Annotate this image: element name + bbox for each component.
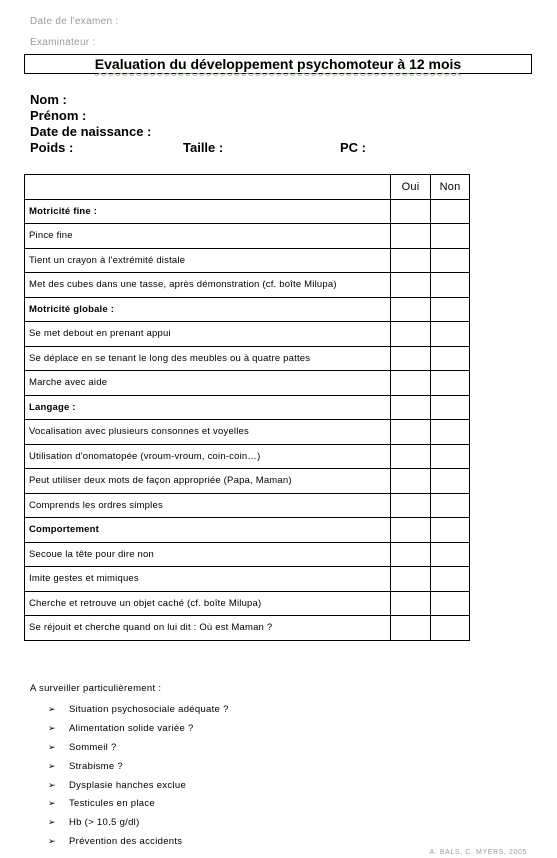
oui-cell[interactable]: [391, 322, 431, 347]
list-item: [48, 776, 229, 795]
table-row: [25, 591, 470, 616]
table-row: [25, 371, 470, 396]
non-cell[interactable]: [431, 493, 470, 518]
list-item: [48, 700, 229, 719]
non-cell[interactable]: [431, 248, 470, 273]
table-row: [25, 444, 470, 469]
criterion-label: Secoue la tête pour dire non: [25, 542, 391, 567]
criterion-label: Cherche et retrouve un objet caché (cf. boîte Milupa): [25, 591, 391, 616]
arrow-bullet-icon: ➢: [48, 779, 56, 790]
list-item-text: Alimentation solide variée ?: [69, 722, 194, 734]
taille-label: Taille :: [183, 140, 224, 155]
arrow-bullet-icon: ➢: [48, 798, 56, 809]
list-item: [48, 719, 229, 738]
oui-cell[interactable]: [391, 248, 431, 273]
non-cell[interactable]: [431, 444, 470, 469]
oui-cell[interactable]: [391, 273, 431, 298]
criterion-label: Tient un crayon à l'extrémité distale: [25, 248, 391, 273]
non-cell[interactable]: [431, 469, 470, 494]
non-cell[interactable]: [431, 224, 470, 249]
criterion-label: Se met debout en prenant appui: [25, 322, 391, 347]
footer-credit: A. BALS, C. MYERS, 2005: [429, 849, 527, 856]
non-cell[interactable]: [431, 322, 470, 347]
criterion-label: Utilisation d'onomatopée (vroum-vroum, coin-coin…): [25, 444, 391, 469]
list-item-text: Situation psychosociale adéquate ?: [69, 703, 229, 715]
oui-cell[interactable]: [391, 444, 431, 469]
arrow-bullet-icon: ➢: [48, 760, 56, 771]
oui-cell[interactable]: [391, 567, 431, 592]
non-cell[interactable]: [431, 542, 470, 567]
header-criterion: [25, 175, 391, 200]
evaluation-table: [24, 174, 470, 641]
oui-cell[interactable]: [391, 542, 431, 567]
oui-cell[interactable]: [391, 591, 431, 616]
section-label: Comportement: [25, 518, 391, 543]
oui-cell[interactable]: [391, 199, 431, 224]
section-label: Motricité fine :: [25, 199, 391, 224]
header-oui: Oui: [391, 175, 431, 200]
page-title: Evaluation du développement psychomoteur à 12 mois: [94, 56, 462, 72]
oui-cell[interactable]: [391, 224, 431, 249]
criterion-label: Peut utiliser deux mots de façon appropriée (Papa, Maman): [25, 469, 391, 494]
table-header-row: [25, 175, 470, 200]
oui-cell[interactable]: [391, 395, 431, 420]
non-cell[interactable]: [431, 199, 470, 224]
non-cell[interactable]: [431, 518, 470, 543]
arrow-bullet-icon: ➢: [48, 703, 56, 714]
section-label: Langage :: [25, 395, 391, 420]
non-cell[interactable]: [431, 273, 470, 298]
list-item: [48, 832, 229, 851]
oui-cell[interactable]: [391, 346, 431, 371]
arrow-bullet-icon: ➢: [48, 741, 56, 752]
criterion-label: Comprends les ordres simples: [25, 493, 391, 518]
prenom-label: Prénom :: [30, 108, 87, 123]
non-cell[interactable]: [431, 371, 470, 396]
pc-label: PC :: [340, 140, 366, 155]
list-item-text: Prévention des accidents: [69, 836, 183, 848]
oui-cell[interactable]: [391, 469, 431, 494]
exam-date-label: Date de l'examen :: [30, 16, 119, 27]
table-row: [25, 224, 470, 249]
criterion-label: Met des cubes dans une tasse, après démonstration (cf. boîte Milupa): [25, 273, 391, 298]
non-cell[interactable]: [431, 346, 470, 371]
list-item-text: Strabisme ?: [69, 760, 123, 772]
section-row: [25, 518, 470, 543]
list-item-text: Dysplasie hanches exclue: [69, 779, 187, 791]
table-row: [25, 420, 470, 445]
non-cell[interactable]: [431, 420, 470, 445]
section-row: [25, 297, 470, 322]
section-label: Motricité globale :: [25, 297, 391, 322]
oui-cell[interactable]: [391, 297, 431, 322]
oui-cell[interactable]: [391, 493, 431, 518]
table-row: [25, 273, 470, 298]
table-row: [25, 248, 470, 273]
criterion-label: Imite gestes et mimiques: [25, 567, 391, 592]
table-row: [25, 616, 470, 641]
criterion-label: Marche avec aide: [25, 371, 391, 396]
list-item: [48, 813, 229, 832]
table-row: [25, 346, 470, 371]
criterion-label: Se réjouit et cherche quand on lui dit : Où est Maman ?: [25, 616, 391, 641]
table-row: [25, 322, 470, 347]
non-cell[interactable]: [431, 297, 470, 322]
non-cell[interactable]: [431, 591, 470, 616]
title-box: [24, 54, 532, 74]
non-cell[interactable]: [431, 567, 470, 592]
list-item-text: Hb (> 10.5 g/dl): [69, 817, 140, 829]
criterion-label: Vocalisation avec plusieurs consonnes et voyelles: [25, 420, 391, 445]
list-item: [48, 794, 229, 813]
arrow-bullet-icon: ➢: [48, 722, 56, 733]
oui-cell[interactable]: [391, 518, 431, 543]
examiner-label: Examinateur :: [30, 37, 96, 48]
arrow-bullet-icon: ➢: [48, 836, 56, 847]
section-row: [25, 199, 470, 224]
table-row: [25, 493, 470, 518]
header-non: Non: [431, 175, 470, 200]
non-cell[interactable]: [431, 616, 470, 641]
nom-label: Nom :: [30, 92, 67, 107]
oui-cell[interactable]: [391, 420, 431, 445]
criterion-label: Pince fine: [25, 224, 391, 249]
table-row: [25, 567, 470, 592]
section-row: [25, 395, 470, 420]
poids-label: Poids :: [30, 140, 74, 155]
list-item: [48, 738, 229, 757]
list-item: [48, 757, 229, 776]
list-item-text: Testicules en place: [69, 798, 155, 810]
criterion-label: Se déplace en se tenant le long des meubles ou à quatre pattes: [25, 346, 391, 371]
non-cell[interactable]: [431, 395, 470, 420]
list-item-text: Sommeil ?: [69, 741, 117, 753]
table-row: [25, 469, 470, 494]
surveiller-list: [48, 700, 229, 851]
oui-cell[interactable]: [391, 371, 431, 396]
oui-cell[interactable]: [391, 616, 431, 641]
birthdate-label: Date de naissance :: [30, 124, 152, 139]
surveiller-title: A surveiller particulièrement :: [30, 683, 162, 694]
arrow-bullet-icon: ➢: [48, 817, 56, 828]
table-row: [25, 542, 470, 567]
